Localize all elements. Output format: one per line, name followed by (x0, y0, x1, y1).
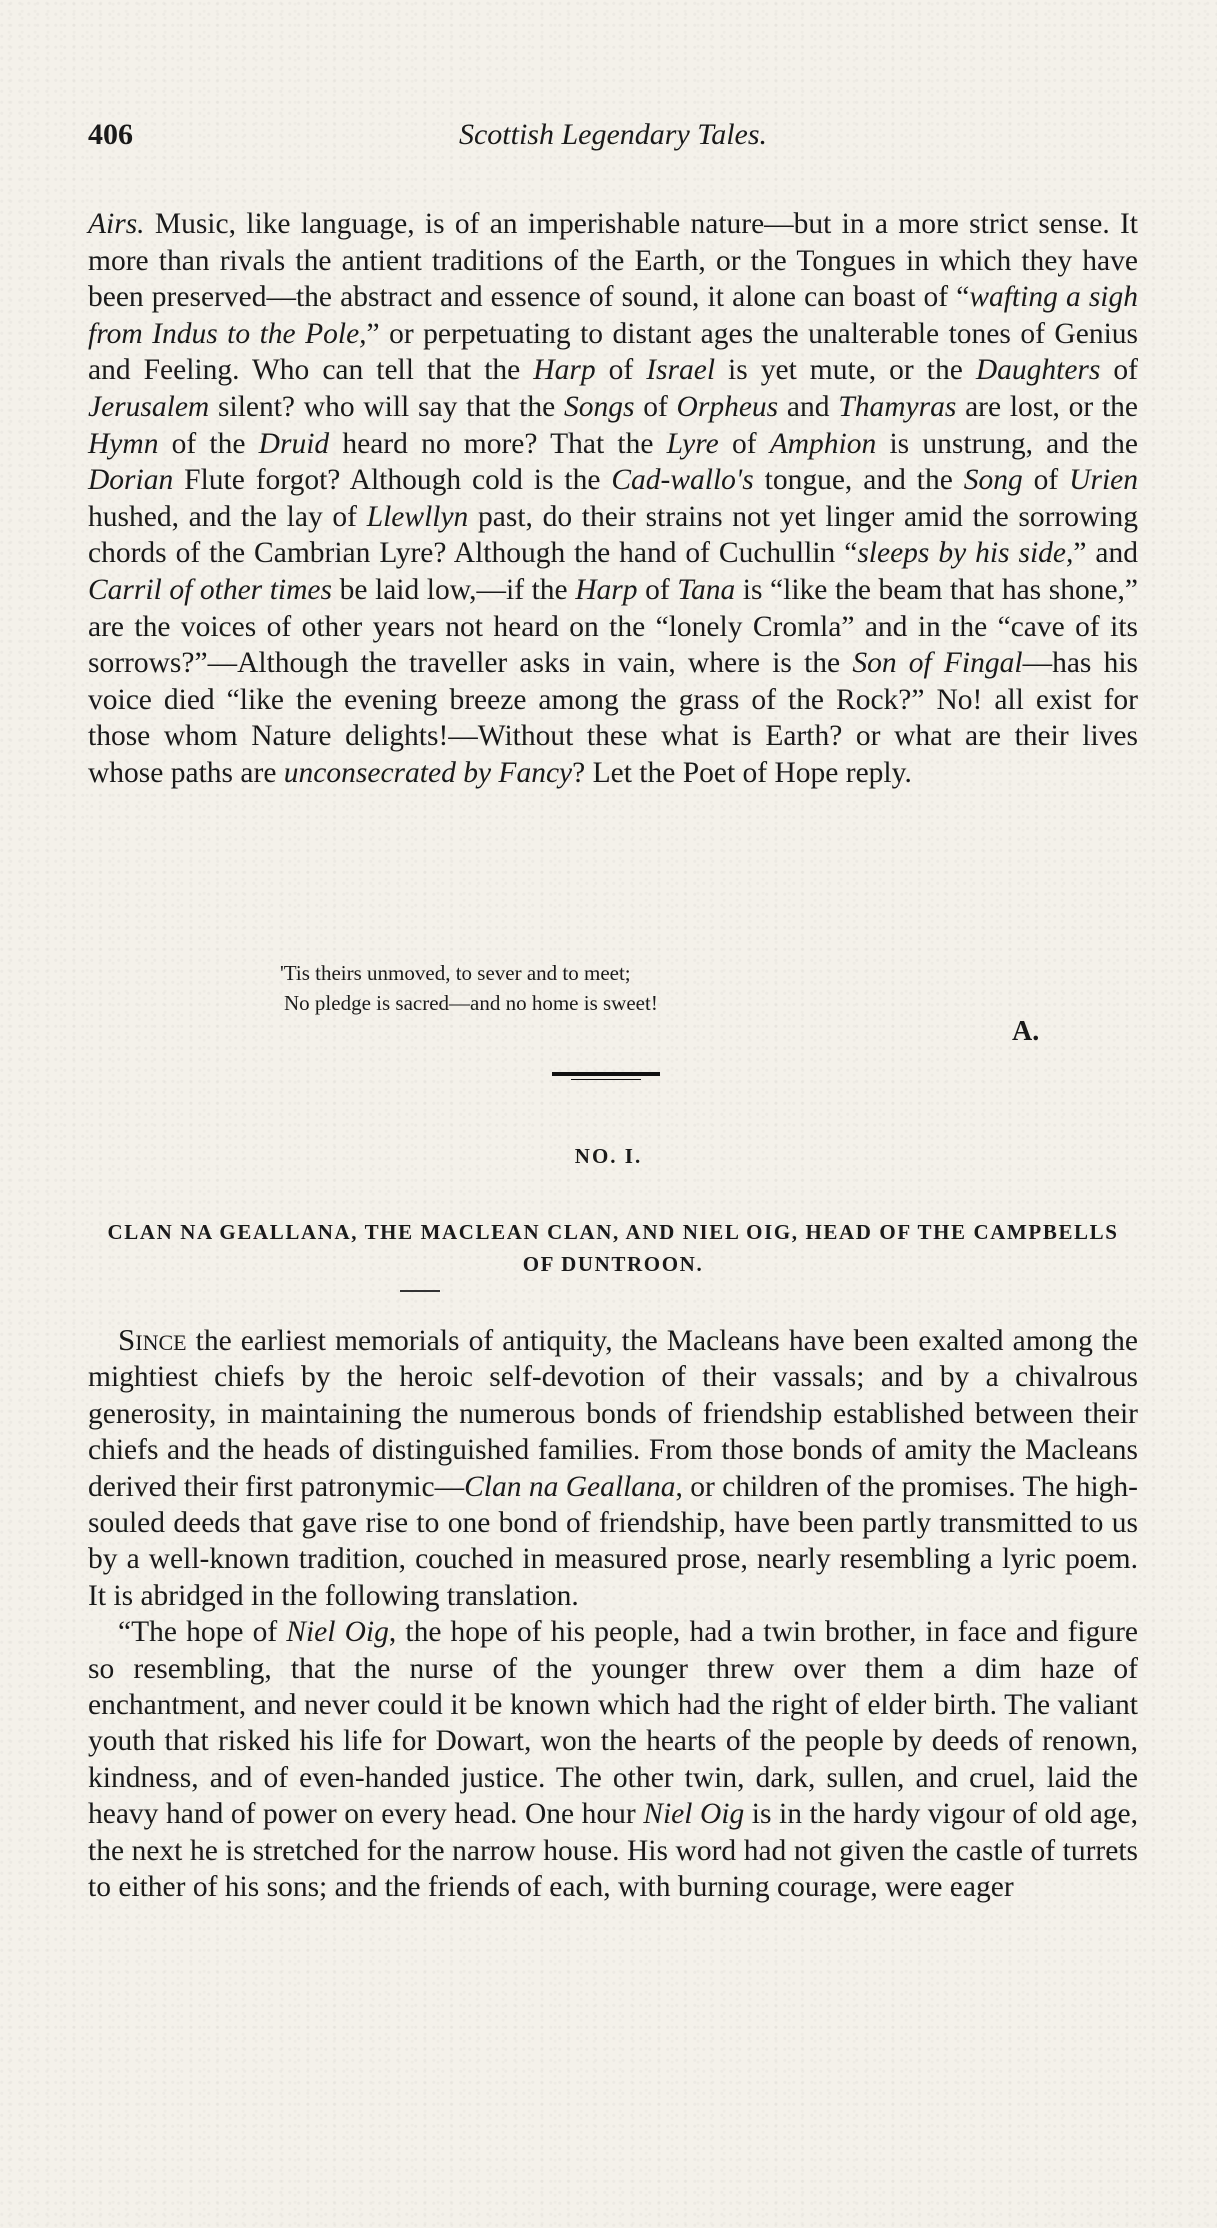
section-separator (552, 1072, 660, 1081)
intro-text: be laid low,—if the (332, 573, 576, 606)
body-p1-text: , or children of the promises. The high-souled deeds that gave rise to one bond of friendship, have been partly transmitted to us by a well-known tradition, couched in measured prose, nearly resembling a lyric poem. It is abridged in the following translation. (88, 1470, 1138, 1612)
intro-text: of (634, 390, 677, 423)
intro-text: sleeps by his side, (857, 537, 1074, 570)
body-p1-text: Clan na Geallana (464, 1470, 676, 1503)
body-paragraph-1 (88, 1322, 1138, 1614)
intro-paragraph (88, 206, 1138, 792)
intro-text: of (595, 354, 647, 387)
intro-text: of (637, 573, 678, 606)
intro-text: and (778, 390, 839, 423)
intro-text: Cad-wallo's (611, 464, 754, 497)
intro-text: wafting a sigh from Indus to the Pole, (88, 281, 1138, 350)
body-p2-text: , the hope of his people, had a twin brother, in face and figure so resembling, that the nurse of the younger threw over them a dim haze of enchantment, and never could it be known which had the right of elder birth. The valiant youth that risked his life for Dowart, won the hearts of the people by deeds of renown, kindness, and of even-handed justice. The other twin, dark, sullen, and cruel, laid the heavy hand of power on every head. One hour (88, 1616, 1139, 1831)
intro-text: Airs. (88, 208, 155, 240)
body-paragraph-2 (88, 1614, 1138, 1905)
intro-text: are lost, or the (956, 390, 1139, 423)
body-p2-text: is in the hardy vigour of old age, the next he is stretched for the narrow house. His word had not given the castle of turrets to either of his sons; and the friends of each, with burning courage, were eager (88, 1798, 1139, 1904)
intro-text: heard no more? That the (329, 427, 667, 460)
intro-text: ” or perpetuating to distant ages the unalterable tones of Genius and Feeling. Who can tell that the (88, 317, 1138, 387)
intro-text: Urien (1069, 464, 1138, 497)
section-number: NO. I. (574, 1144, 643, 1168)
intro-text: ? Let the Poet of Hope reply. (572, 756, 912, 789)
intro-text: past, do their strains not yet linger amid the sorrowing chords of the Cambrian Lyre? Although the hand of Cuchullin “ (88, 500, 1138, 570)
intro-text: Llewllyn (366, 500, 469, 533)
body-p2-text: “The hope of (118, 1616, 287, 1649)
intro-text: Daughters (975, 354, 1101, 387)
intro-text: is yet mute, or the (715, 354, 976, 387)
intro-text: Israel (646, 354, 716, 387)
intro-text: Amphion (769, 427, 877, 460)
intro-text: silent? who will say that the (209, 390, 564, 423)
section-title: CLAN NA GEALLANA, THE MACLEAN CLAN, AND NIEL OIG, HEAD OF THE CAMPBELLS OF DUNTROON. (107, 1220, 1119, 1276)
intro-text: Flute forgot? Although cold is the (173, 464, 612, 497)
intro-text: unconsecrated by Fancy (283, 756, 573, 789)
intro-text: Harp (533, 354, 596, 387)
intro-text: Lyre (666, 427, 719, 460)
body-p1-text: the earliest memorials of antiquity, the Macleans have been exalted among the mightiest chiefs by the heroic self-devotion of their vassals; and by a chivalrous generosity, in maintaining the numerous bonds of friendship established between their chiefs and the heads of distinguished families. From those bonds of amity the Macleans derived their first patronymic— (88, 1325, 1138, 1503)
intro-text: Dorian (88, 464, 174, 497)
intro-text: of (718, 427, 770, 460)
intro-text: —has his voice died “like the evening breeze among the grass of the Rock?” No! all exist for those whom Nature delights!—Without these what is Earth? or what are their lives whose paths are (88, 647, 1139, 789)
intro-text: Tana (677, 573, 736, 606)
body-p2-text: Niel Oig (643, 1798, 745, 1831)
author-signature: A. (1012, 1016, 1040, 1047)
body-p2-text: Niel Oig (286, 1616, 389, 1649)
intro-text: Songs (563, 390, 635, 423)
intro-text: ” and (1073, 537, 1138, 570)
chapter-body (88, 1322, 1138, 1906)
intro-text: Song (963, 464, 1023, 497)
page-number: 406 (88, 118, 133, 151)
intro-text: of (1022, 464, 1070, 497)
verse-line-1: 'Tis theirs unmoved, to sever and to meet; (280, 961, 631, 985)
intro-text: Thamyras (838, 390, 957, 423)
intro-text: is “like the beam that has shone,” are the voices of other years not heard on the “lonely Cromla” and in the “cave of its sorrows?”—Although the traveller asks in vain, where is the (88, 573, 1139, 680)
page-header (88, 118, 1138, 162)
verse-quote (280, 958, 980, 1018)
intro-text: Harp (575, 573, 638, 606)
intro-text: Hymn (88, 427, 159, 460)
running-title: Scottish Legendary Tales. (458, 118, 768, 151)
intro-text: is unstrung, and the (876, 427, 1138, 460)
intro-text: tongue, and the (753, 464, 964, 497)
intro-text: Music, like language, is of an imperishable nature—but in a more strict sense. It more than rivals the antient traditions of the Earth, or the Tongues in which they have been preserved—the abstract and essence of sound, it alone can boast of “ (88, 208, 1138, 314)
intro-text: Jerusalem (88, 390, 210, 423)
intro-text: hushed, and the lay of (88, 500, 367, 533)
intro-text: Son of Fingal (852, 647, 1023, 680)
title-rule (400, 1290, 440, 1292)
body-p1-text: Since (118, 1322, 187, 1357)
intro-text: Carril of other times (88, 573, 332, 606)
intro-text: of (1100, 354, 1138, 387)
intro-text: Orpheus (676, 390, 779, 423)
intro-text: of the (158, 427, 259, 460)
intro-text: Druid (258, 427, 330, 460)
verse-line-2: No pledge is sacred—and no home is sweet! (284, 991, 658, 1015)
